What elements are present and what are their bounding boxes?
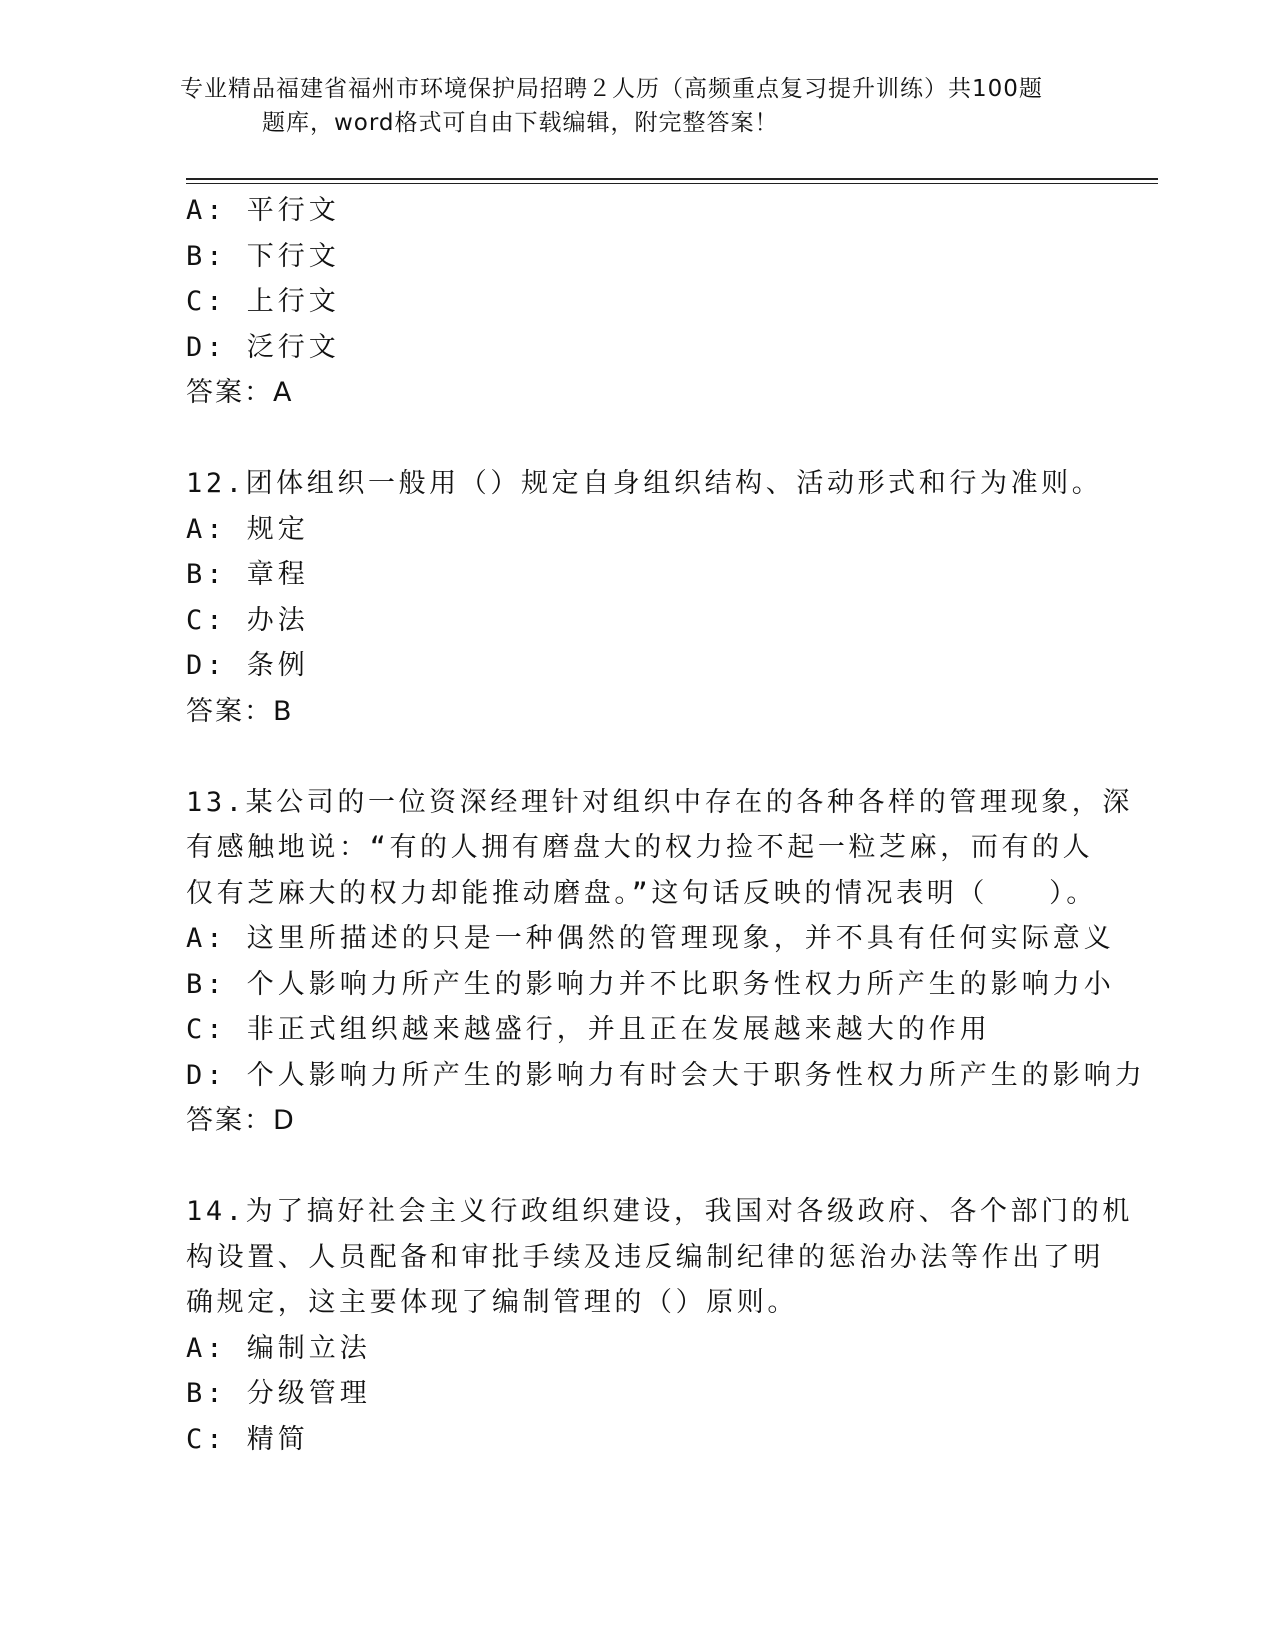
option-a: A: 编制立法 xyxy=(186,1332,371,1364)
option-c: C: 办法 xyxy=(186,604,309,636)
option-d: D: 泛行文 xyxy=(186,331,340,363)
option-b: B: 个人影响力所产生的影响力并不比职务性权力所产生的影响力小 xyxy=(186,968,1115,1000)
question-stem: 14.为了搞好社会主义行政组织建设，我国对各级政府、各个部门的机 xyxy=(186,1196,1133,1227)
answer: 答案：A xyxy=(186,377,294,408)
question-stem: 有感触地说：“有的人拥有磨盘大的权力捡不起一粒芝麻，而有的人 xyxy=(186,832,1094,863)
question-13 xyxy=(186,780,1146,1144)
option-d: D: 个人影响力所产生的影响力有时会大于职务性权力所产生的影响力 xyxy=(186,1059,1146,1091)
header-rule-thick xyxy=(186,178,1158,180)
option-b: B: 分级管理 xyxy=(186,1378,371,1409)
spacer xyxy=(186,416,1086,462)
question-14 xyxy=(186,1189,1133,1462)
option-c: C: 上行文 xyxy=(186,286,340,317)
question-list xyxy=(186,188,1146,1462)
option-d: D: 条例 xyxy=(186,650,309,681)
option-c: C: 精简 xyxy=(186,1423,309,1455)
question-stem: 仅有芝麻大的权力却能推动磨盘。”这句话反映的情况表明（ ）。 xyxy=(186,877,1097,909)
question-stem: 确规定，这主要体现了编制管理的（）原则。 xyxy=(186,1287,798,1318)
document-header xyxy=(150,72,1110,140)
question-stem: 12.团体组织一般用（）规定自身组织结构、活动形式和行为准则。 xyxy=(186,468,1103,499)
option-b: B: 章程 xyxy=(186,559,309,590)
answer: 答案：D xyxy=(186,1105,296,1136)
option-c: C: 非正式组织越来越盛行，并且正在发展越来越大的作用 xyxy=(186,1014,991,1045)
answer: 答案：B xyxy=(186,695,294,727)
header-title-line1: 专业精品福建省福州市环境保护局招聘２人历（高频重点复习提升训练）共100题 xyxy=(180,76,1043,102)
question-stem: 13.某公司的一位资深经理针对组织中存在的各种各样的管理现象，深 xyxy=(186,786,1133,818)
option-a: A: 平行文 xyxy=(186,195,340,226)
option-b: B: 下行文 xyxy=(186,240,340,272)
header-title-line2: 题库，word格式可自由下载编辑，附完整答案！ xyxy=(262,110,779,136)
question-stem: 构设置、人员配备和审批手续及违反编制纪律的惩治办法等作出了明 xyxy=(186,1241,1104,1273)
question-12 xyxy=(186,461,1103,734)
question-11 xyxy=(186,188,1086,416)
spacer xyxy=(186,734,1086,780)
header-rule-thin xyxy=(186,183,1158,184)
spacer xyxy=(186,1144,1086,1190)
option-a: A: 规定 xyxy=(186,513,309,545)
option-a: A: 这里所描述的只是一种偶然的管理现象，并不具有任何实际意义 xyxy=(186,923,1115,954)
